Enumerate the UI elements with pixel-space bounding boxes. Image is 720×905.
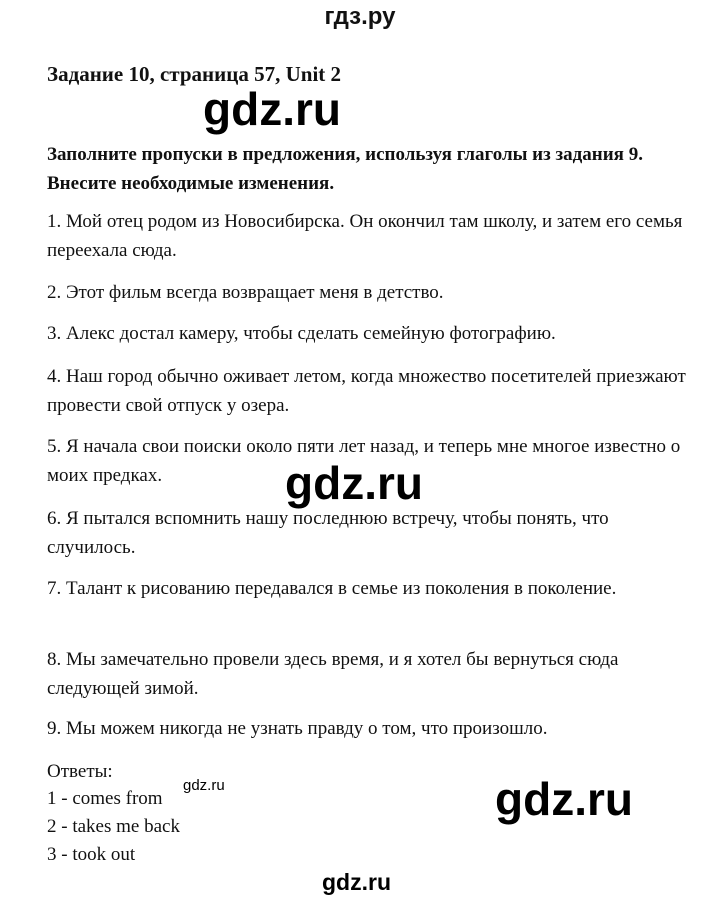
watermark: gdz.ru: [285, 457, 423, 509]
sentence-item: 8. Мы замечательно провели здесь время, и я хотел бы вернуться сюда следующей зимой.: [47, 649, 619, 699]
sentence-item: 1. Мой отец родом из Новосибирска. Он окончил там школу, и затем его семья переехала сюда.: [47, 211, 683, 261]
page-title: Задание 10, страница 57, Unit 2: [47, 62, 342, 86]
sentence-item: 7. Талант к рисованию передавался в семье из поколения в поколение.: [47, 578, 617, 599]
sentence-item: 3. Алекс достал камеру, чтобы сделать семейную фотографию.: [47, 323, 556, 344]
watermark: gdz.ru: [203, 83, 341, 135]
watermark: gdz.ru: [495, 773, 633, 825]
footer-watermark: gdz.ru: [322, 869, 391, 895]
watermark-small: gdz.ru: [183, 777, 225, 794]
answers-heading: Ответы:: [47, 761, 113, 782]
sentence-item: 2. Этот фильм всегда возвращает меня в детство.: [47, 282, 444, 303]
site-header[interactable]: гдз.ру: [324, 3, 396, 30]
sentence-item: 6. Я пытался вспомнить нашу последнюю встречу, чтобы понять, что случилось.: [47, 508, 609, 558]
answer-item: 2 - takes me back: [47, 816, 180, 837]
sentence-item: 9. Мы можем никогда не узнать правду о том, что произошло.: [47, 718, 548, 739]
task-instruction: Заполните пропуски в предложения, используя глаголы из задания 9. Внесите необходимые изменения.: [47, 144, 643, 194]
answer-item: 3 - took out: [47, 844, 136, 865]
answer-item: 1 - comes from: [47, 788, 163, 809]
sentence-item: 5. Я начала свои поиски около пяти лет назад, и теперь мне многое известно о моих предках.: [47, 436, 681, 486]
sentence-item: 4. Наш город обычно оживает летом, когда множество посетителей приезжают провести свой отпуск у озера.: [47, 366, 686, 416]
